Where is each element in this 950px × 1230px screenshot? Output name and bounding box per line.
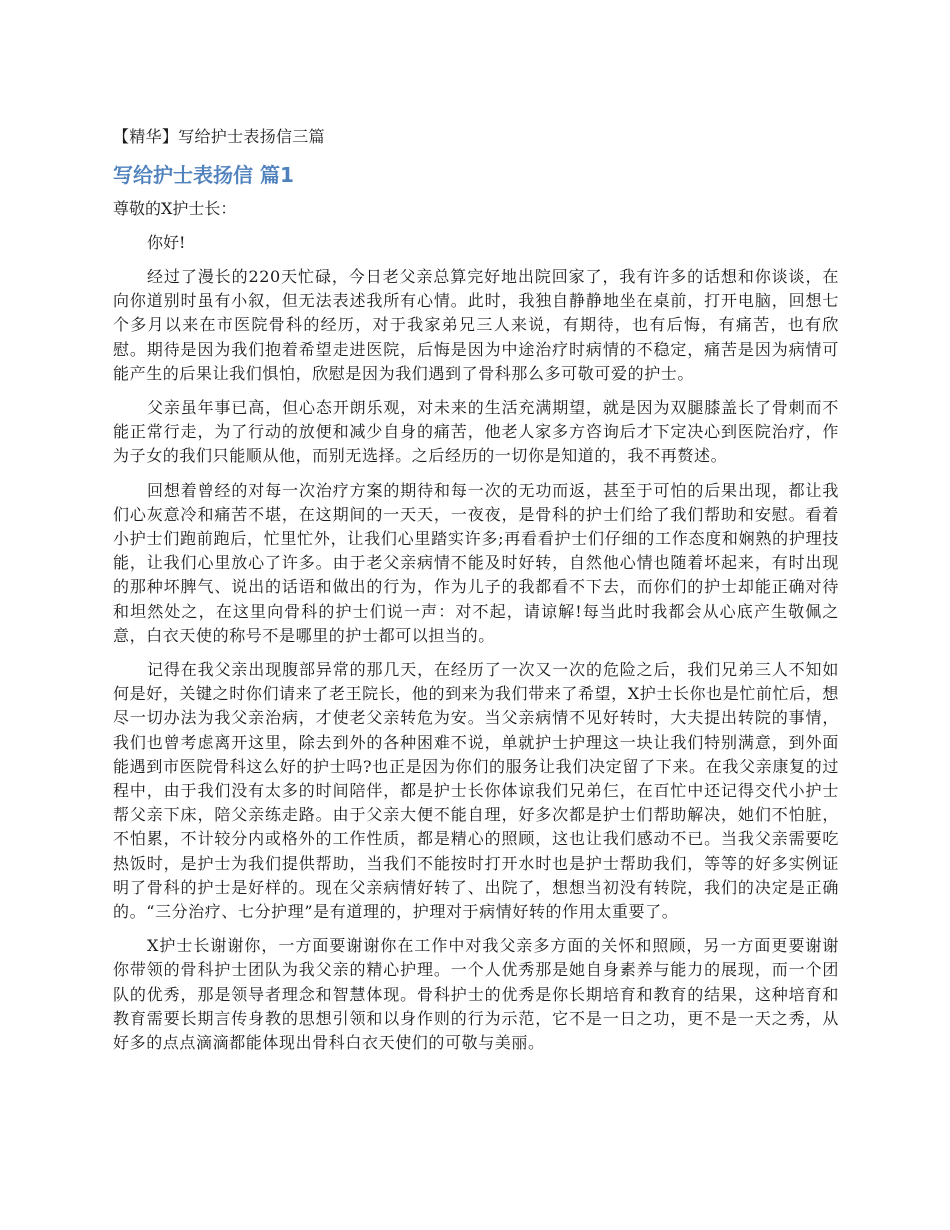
section-heading: 写给护士表扬信 篇1 bbox=[113, 163, 294, 187]
letter-greeting: 你好! bbox=[147, 233, 186, 252]
document-page bbox=[113, 125, 839, 1065]
body-paragraph-5: X护士长谢谢你，一方面要谢谢你在工作中对我父亲多方面的关怀和照顾，另一方面更要谢谢你带领的骨科护士团队为我父亲的精心护理。一个人优秀那是她自身素养与能力的展现，而一个团队的优秀，那是领导者理念和智慧体现。骨科护士的优秀是你长期培育和教育的结果，这种培育和教育需要长期言传身教的思想引领和以身作则的行为示范，它不是一日之功，更不是一天之秀，从好多的点点滴滴都能体现出骨科白衣天使们的可敬与美丽。 bbox=[113, 936, 839, 1053]
body-paragraph-4: 记得在我父亲出现腹部异常的那几天，在经历了一次又一次的危险之后，我们兄弟三人不知如何是好，关键之时你们请来了老王院长，他的到来为我们带来了希望，X护士长你也是忙前忙后，想尽一切办法为我父亲治病，才使老父亲转危为安。当父亲病情不见好转时，大夫提出转院的事情，我们也曾考虑离开这里，除去到外的各种困难不说，单就护士护理这一块让我们特别满意，到外面能遇到市医院骨科这么好的护士吗?也正是因为你们的服务让我们决定留了下来。在我父亲康复的过程中，由于我们没有太多的时间陪伴，都是护士长你体谅我们兄弟仨，在百忙中还记得交代小护士帮父亲下床，陪父亲练走路。由于父亲大便不能自理，好多次都是护士们帮助解决，她们不怕脏，不怕累，不计较分内或格外的工作性质，都是精心的照顾，这也让我们感动不已。当我父亲需要吃热饭时，是护士为我们提供帮助，当我们不能按时打开水时也是护士帮助我们，等等的好多实例证明了骨科的护士是好样的。现在父亲病情好转了、出院了，想想当初没有转院，我们的决定是正确的。“三分治疗、七分护理”是有道理的，护理对于病情好转的作用太重要了。 bbox=[113, 660, 839, 922]
body-paragraph-2: 父亲虽年事已高，但心态开朗乐观，对未来的生活充满期望，就是因为双腿膝盖长了骨刺而不能正常行走，为了行动的放便和减少自身的痛苦，他老人家多方咨询后才下定决心到医院治疗，作为子女的我们只能顺从他，而别无选择。之后经历的一切你是知道的，我不再赘述。 bbox=[113, 398, 839, 466]
body-paragraph-1: 经过了漫长的220天忙碌，今日老父亲总算完好地出院回家了，我有许多的话想和你谈谈，在向你道别时虽有小叙，但无法表述我所有心情。此时，我独自静静地坐在桌前，打开电脑，回想七个多月以来在市医院骨科的经历，对于我家弟兄三人来说，有期待，也有后悔，有痛苦，也有欣慰。期待是因为我们抱着希望走进医院，后悔是因为中途治疗时病情的不稳定，痛苦是因为病情可能产生的后果让我们惧怕，欣慰是因为我们遇到了骨科那么多可敬可爱的护士。 bbox=[113, 267, 839, 383]
body-paragraph-3: 回想着曾经的对每一次治疗方案的期待和每一次的无功而返，甚至于可怕的后果出现，都让我们心灰意冷和痛苦不堪，在这期间的一天天，一夜夜，是骨科的护士们给了我们帮助和安慰。看着小护士们跑前跑后，忙里忙外，让我们心里踏实许多;再看看护士们仔细的工作态度和娴熟的护理技能，让我们心里放心了许多。由于老父亲病情不能及时好转，自然他心情也随着坏起来，有时出现的那种坏脾气、说出的话语和做出的行为，作为儿子的我都看不下去，而你们的护士却能正确对待和坦然处之，在这里向骨科的护士们说一声：对不起，请谅解!每当此时我都会从心底产生敬佩之意，白衣天使的称号不是哪里的护士都可以担当的。 bbox=[113, 480, 839, 645]
letter-salutation: 尊敬的X护士长： bbox=[113, 199, 237, 218]
document-title: 【精华】写给护士表扬信三篇 bbox=[113, 127, 325, 146]
